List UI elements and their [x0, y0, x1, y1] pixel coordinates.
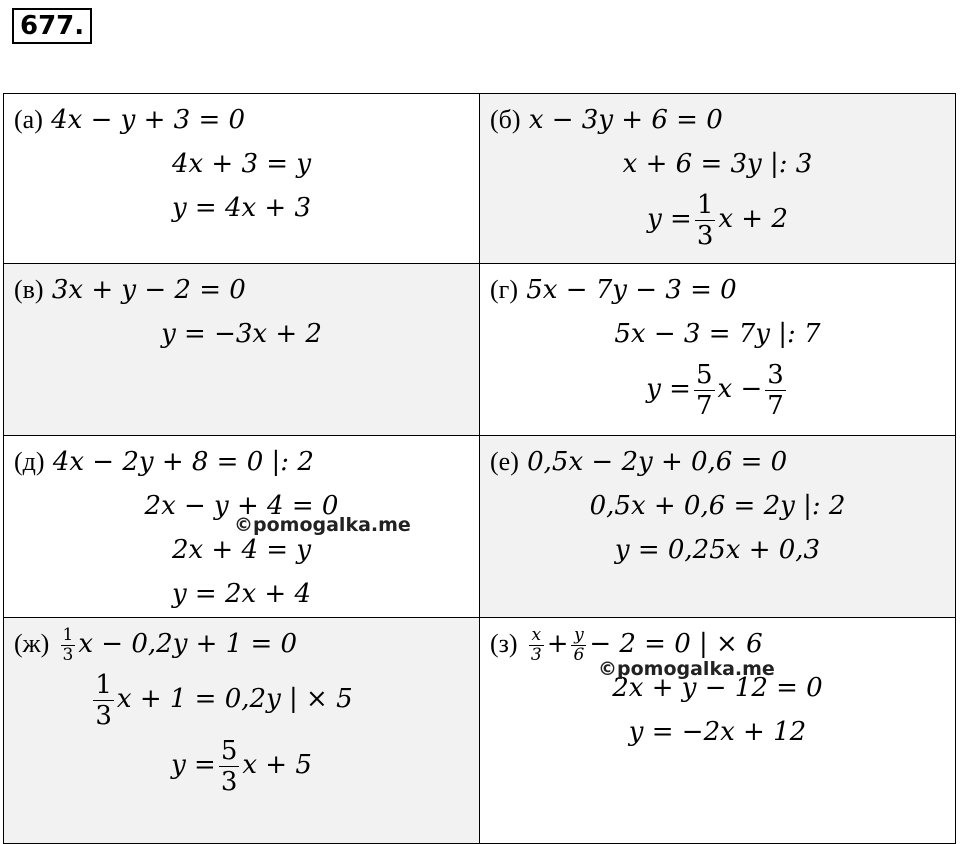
denominator: 3 [62, 644, 74, 665]
denominator: 3 [696, 220, 714, 251]
step-rest: x + 1 = 0,2y | × 5 [116, 684, 353, 714]
problem-number: 677. [12, 8, 92, 44]
numerator: 1 [696, 189, 714, 220]
numerator: 5 [695, 359, 713, 390]
result-line: y = −3x + 2 [161, 319, 322, 349]
fraction [219, 736, 240, 797]
denominator: 7 [767, 390, 784, 421]
solutions-table [3, 93, 956, 844]
cell-v [4, 264, 480, 436]
denominator: 7 [695, 390, 713, 421]
result-line [490, 186, 945, 252]
fraction [694, 360, 715, 421]
denominator: 3 [530, 644, 542, 665]
result-right: x + 2 [718, 204, 788, 234]
equation [14, 622, 469, 666]
equation: 3x + y − 2 = 0 [51, 275, 246, 305]
step-line: 5x − 3 = 7y |: 7 [614, 319, 821, 349]
numerator: y [571, 626, 586, 646]
table-row [4, 264, 956, 436]
equation-rest: − 2 = 0 | × 6 [589, 629, 763, 659]
table-row [4, 436, 956, 618]
equation: 0,5x − 2y + 0,6 = 0 [527, 447, 788, 477]
step-line: 2x + 4 = y [171, 535, 312, 565]
numerator: 1 [95, 669, 112, 700]
cell-zh [4, 618, 480, 844]
cell-label: (в) [14, 275, 44, 304]
result-line: y = −2x + 12 [628, 717, 807, 747]
fraction [529, 626, 544, 665]
cell-label: (з) [490, 629, 518, 658]
numerator: 1 [62, 624, 74, 645]
fraction [61, 626, 76, 665]
numerator: x [529, 626, 544, 646]
equation: 5x − 7y − 3 = 0 [526, 275, 737, 305]
cell-d [4, 436, 480, 618]
cell-e [480, 436, 956, 618]
fraction [571, 626, 586, 665]
cell-label: (б) [490, 105, 521, 134]
step-line: 4x + 3 = y [171, 149, 312, 179]
numerator: 3 [767, 359, 784, 390]
step-line [14, 666, 469, 732]
numerator: 5 [220, 735, 238, 766]
fraction [93, 670, 114, 731]
table-row [4, 94, 956, 264]
denominator: 3 [95, 700, 112, 731]
step-line: 2x − y + 4 = 0 [144, 491, 339, 521]
fraction [695, 190, 716, 251]
cell-label: (г) [490, 275, 518, 304]
step-line: x + 6 = 3y |: 3 [622, 149, 813, 179]
cell-g [480, 264, 956, 436]
watermark: ©pomogalka.me [234, 514, 411, 536]
denominator: 6 [573, 644, 585, 665]
denominator: 3 [220, 766, 238, 797]
result-left: y = [646, 374, 691, 404]
equation: 4x − 2y + 8 = 0 |: 2 [52, 447, 314, 477]
plus-sign: + [546, 629, 569, 659]
result-line [14, 732, 469, 798]
result-line: y = 2x + 4 [171, 579, 312, 609]
result-left: y = [171, 750, 216, 780]
equation: x − 3y + 6 = 0 [528, 105, 723, 135]
result-left: y = [647, 204, 692, 234]
cell-label: (ж) [14, 629, 50, 658]
step-line: 2x + y − 12 = 0 [612, 673, 823, 703]
equation-rest: x − 0,2y + 1 = 0 [78, 629, 298, 659]
result-mid: x − [717, 374, 763, 404]
fraction [765, 360, 786, 421]
step-line: 0,5x + 0,6 = 2y |: 2 [589, 491, 846, 521]
cell-label: (а) [14, 105, 43, 134]
cell-b [480, 94, 956, 264]
watermark: ©pomogalka.me [598, 658, 775, 680]
result-right: x + 5 [242, 750, 312, 780]
result-line: y = 0,25x + 0,3 [614, 535, 821, 565]
cell-z [480, 618, 956, 844]
cell-label: (д) [14, 447, 45, 476]
equation: 4x − y + 3 = 0 [51, 105, 246, 135]
cell-label: (е) [490, 447, 519, 476]
cell-a [4, 94, 480, 264]
table-row [4, 618, 956, 844]
result-line: y = 4x + 3 [171, 193, 312, 223]
result-line [490, 356, 945, 422]
